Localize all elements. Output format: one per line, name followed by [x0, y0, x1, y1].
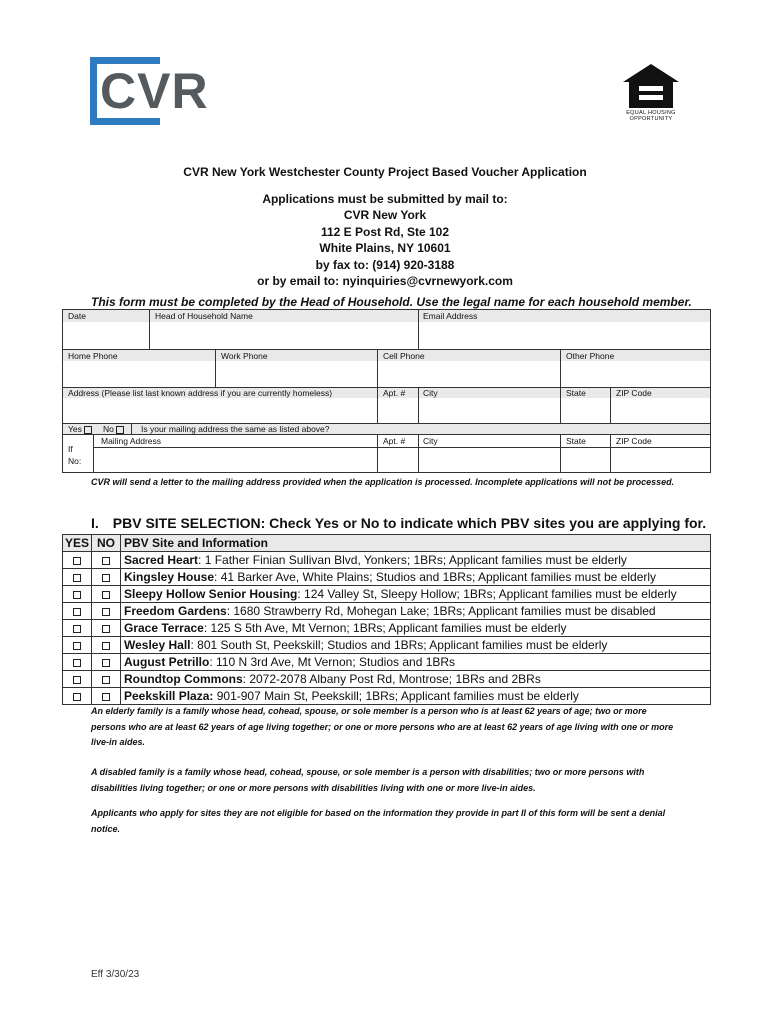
cvr-logo-text: CVR [100, 63, 209, 119]
col-yes-header: YES [63, 535, 92, 552]
site-details: : 125 S 5th Ave, Mt Vernon; 1BRs; Applicant families must be elderly [203, 621, 567, 635]
yes-label: Yes [68, 424, 82, 434]
yes-checkbox[interactable] [73, 659, 81, 667]
table-row [63, 586, 711, 603]
head-name-label: Head of Household Name [155, 311, 253, 321]
disabled-definition: A disabled family is a family whose head, cohead, spouse, or sole member is a person with disabilities; two or more persons with disabilities living together; or one or more persons with disabilities living with one or more live-in aides. [91, 767, 645, 793]
site-name: Grace Terrace [124, 621, 204, 635]
no-checkbox[interactable] [102, 676, 110, 684]
other-phone-field[interactable] [561, 361, 710, 387]
site-details: : 110 N 3rd Ave, Mt Vernon; Studios and 1BRs [209, 655, 456, 669]
yes-checkbox[interactable] [73, 625, 81, 633]
no-checkbox[interactable] [102, 693, 110, 701]
email-field[interactable] [419, 322, 710, 349]
section-heading [91, 515, 706, 531]
site-info [121, 654, 711, 671]
submission-line: CVR New York [343, 208, 427, 223]
effective-date: Eff 3/30/23 [91, 969, 140, 980]
col-no-header: NO [92, 535, 121, 552]
processing-note: CVR will send a letter to the mailing address provided when the application is processed. Incomplete applications will not be processed. [91, 477, 675, 487]
mailing-apt-field[interactable] [378, 448, 418, 472]
site-details: : 1 Father Finian Sullivan Blvd, Yonkers; 1BRs; Applicant families must be elderly [198, 553, 627, 567]
work-phone-label: Work Phone [221, 351, 268, 361]
site-name: Wesley Hall [124, 638, 191, 652]
mailing-yes-option[interactable] [68, 424, 92, 434]
no-label: No [103, 424, 114, 434]
date-label: Date [68, 311, 86, 321]
denial-notice: Applicants who apply for sites they are not eligible for based on the information they provide in part II of this form will be sent a denial notice. [91, 808, 666, 834]
no-checkbox[interactable] [116, 426, 124, 434]
mailing-address-field[interactable] [94, 448, 377, 472]
address-field[interactable] [63, 398, 377, 423]
table-row [63, 569, 711, 586]
submission-line: White Plains, NY 10601 [319, 241, 451, 256]
equal-housing-opportunity-icon [621, 62, 681, 126]
no-checkbox[interactable] [102, 642, 110, 650]
table-row [63, 620, 711, 637]
no-checkbox[interactable] [102, 625, 110, 633]
apt-label: Apt. # [383, 388, 406, 398]
city-label: City [423, 388, 438, 398]
site-details: : 41 Barker Ave, White Plains; Studios and 1BRs; Applicant families must be elderly [214, 570, 657, 584]
site-details: : 1680 Strawberry Rd, Mohegan Lake; 1BRs; Applicant families must be disabled [226, 604, 656, 618]
table-row [63, 603, 711, 620]
other-phone-label: Other Phone [566, 351, 615, 361]
site-name: August Petrillo [124, 655, 210, 669]
site-info [121, 552, 711, 569]
mailing-question: Is your mailing address the same as listed above? [141, 424, 330, 434]
site-details: : 124 Valley St, Sleepy Hollow; 1BRs; Applicant families must be elderly [297, 587, 677, 601]
household-form [62, 309, 711, 473]
if-no-label: If No: [68, 444, 82, 466]
instruction-text: This form must be completed by the Head of Household. Use the legal name for each household member. [91, 295, 692, 309]
site-name: Peekskill Plaza: [124, 689, 214, 703]
state-label: State [566, 388, 586, 398]
table-row [63, 671, 711, 688]
site-name: Sacred Heart [124, 553, 199, 567]
no-checkbox[interactable] [102, 659, 110, 667]
yes-checkbox[interactable] [73, 574, 81, 582]
no-checkbox[interactable] [102, 591, 110, 599]
table-row [63, 688, 711, 705]
state-field[interactable] [561, 398, 610, 423]
site-name: Kingsley House [124, 570, 215, 584]
cell-phone-field[interactable] [378, 361, 560, 387]
mailing-zip-label: ZIP Code [616, 436, 652, 446]
site-name: Sleepy Hollow Senior Housing [124, 587, 298, 601]
eho-text [621, 110, 681, 122]
site-info [121, 637, 711, 654]
email-label: Email Address [423, 311, 478, 321]
eho-line2: OPPORTUNITY [629, 116, 673, 122]
submission-line: Applications must be submitted by mail to: [262, 192, 508, 206]
site-info [121, 620, 711, 637]
table-header-row [63, 535, 711, 552]
submission-line: or by email to: nyinquiries@cvrnewyork.com [257, 274, 513, 289]
submission-line: 112 E Post Rd, Ste 102 [320, 224, 450, 239]
page-title: CVR New York Westchester County Project Based Voucher Application [183, 165, 587, 179]
zip-field[interactable] [611, 398, 710, 423]
head-name-field[interactable] [150, 322, 418, 349]
yes-checkbox[interactable] [73, 557, 81, 565]
site-name: Roundtop Commons [124, 672, 243, 686]
site-info [121, 569, 711, 586]
site-info [121, 586, 711, 603]
mailing-no-option[interactable] [103, 424, 124, 434]
work-phone-field[interactable] [216, 361, 377, 387]
table-row [63, 637, 711, 654]
yes-checkbox[interactable] [73, 591, 81, 599]
mailing-state-field[interactable] [561, 448, 610, 472]
yes-checkbox[interactable] [73, 608, 81, 616]
site-details: : 2072-2078 Albany Post Rd, Montrose; 1BRs and 2BRs [242, 672, 541, 686]
home-phone-field[interactable] [63, 361, 215, 387]
col-info-header: PBV Site and Information [121, 535, 711, 552]
table-row [63, 552, 711, 569]
no-checkbox[interactable] [102, 557, 110, 565]
home-phone-label: Home Phone [68, 351, 118, 361]
cvr-logo [90, 57, 210, 125]
mailing-state-label: State [566, 436, 586, 446]
eho-line1: EQUAL HOUSING [626, 110, 676, 116]
mailing-apt-label: Apt. # [383, 436, 406, 446]
mailing-city-field[interactable] [419, 448, 560, 472]
yes-checkbox[interactable] [73, 693, 81, 701]
submission-line: by fax to: (914) 920-3188 [315, 257, 455, 272]
date-field[interactable] [63, 322, 149, 349]
yes-checkbox[interactable] [73, 676, 81, 684]
no-checkbox[interactable] [102, 608, 110, 616]
mailing-city-label: City [423, 436, 438, 446]
site-info [121, 688, 711, 705]
yes-checkbox[interactable] [84, 426, 92, 434]
cell-phone-label: Cell Phone [383, 351, 425, 361]
table-row [63, 654, 711, 671]
site-info [121, 671, 711, 688]
apt-field[interactable] [378, 398, 418, 423]
submission-block [0, 191, 770, 289]
site-name: Freedom Gardens [124, 604, 227, 618]
site-details: 901-907 Main St, Peekskill; 1BRs; Applicant families must be elderly [213, 689, 579, 703]
address-label: Address (Please list last known address if you are currently homeless) [68, 388, 333, 398]
pbv-site-table [62, 534, 711, 705]
city-field[interactable] [419, 398, 560, 423]
zip-label: ZIP Code [616, 388, 652, 398]
section-title: PBV SITE SELECTION: Check Yes or No to indicate which PBV sites you are applying for. [112, 515, 707, 531]
site-info [121, 603, 711, 620]
elderly-definition: An elderly family is a family whose head, cohead, spouse, or sole member is a person who is at least 62 years of age; two or more persons who are at least 62 years of age living together; or one or more persons who are at least 62 years of age living with one or more live-in aides. [91, 706, 674, 747]
yes-checkbox[interactable] [73, 642, 81, 650]
site-details: : 801 South St, Peekskill; Studios and 1BRs; Applicant families must be elderly [190, 638, 608, 652]
mailing-zip-field[interactable] [611, 448, 710, 472]
section-number: I. [91, 515, 99, 531]
mailing-address-label: Mailing Address [101, 436, 162, 446]
no-checkbox[interactable] [102, 574, 110, 582]
